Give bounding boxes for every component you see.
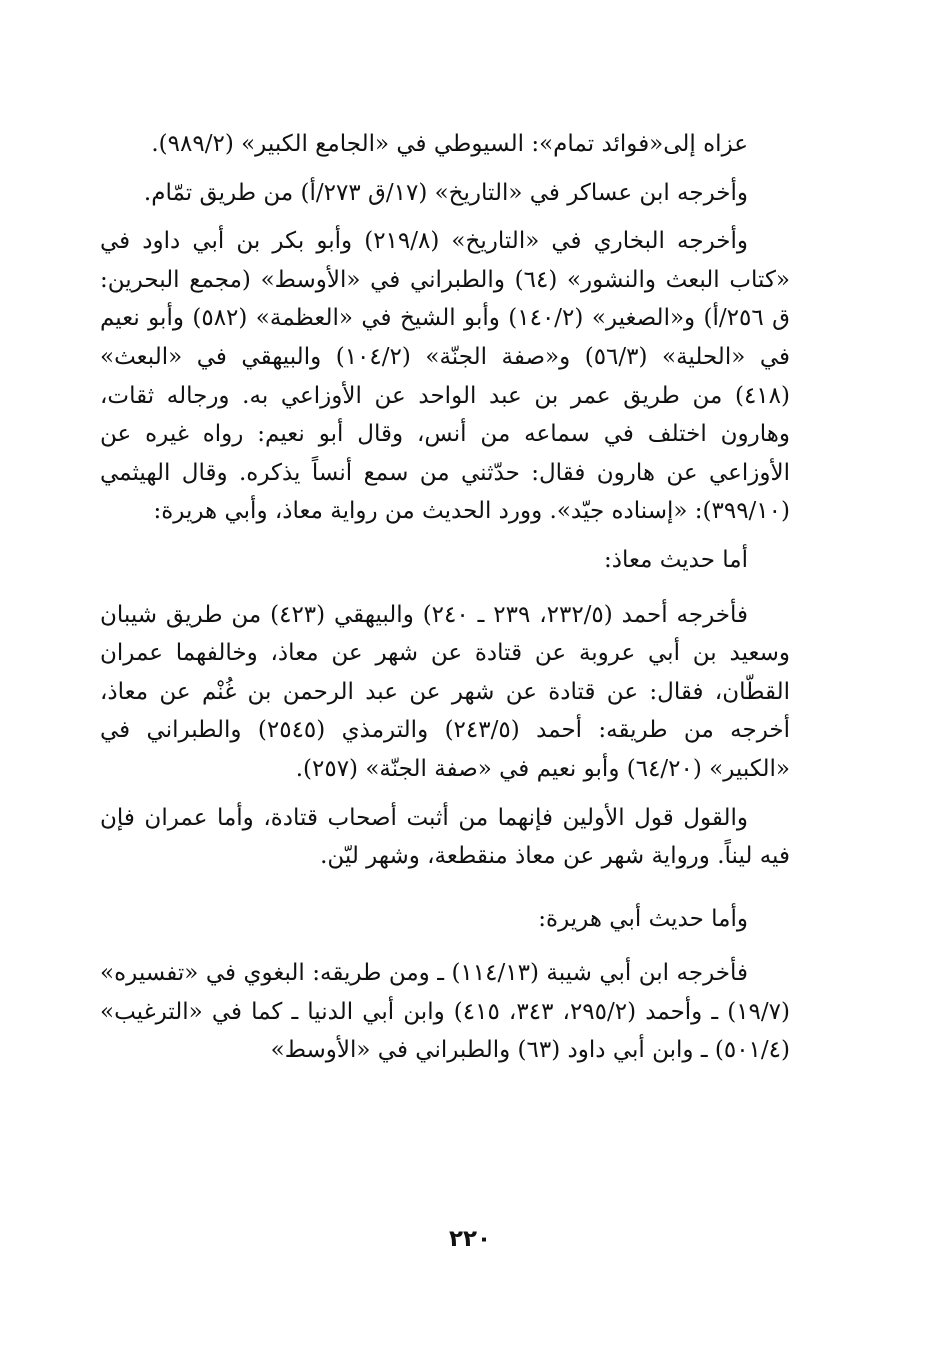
- paragraph-bukhari: وأخرجه البخاري في «التاريخ» (٢١٩/٨) وأبو بكر بن أبي داود في «كتاب البعث والنشور» (٦٤) والطبراني في «الأوسط» (مجمع البحرين: ق ٢٥٦/أ) و«الصغير» (١٤٠/٢) وأبو الشيخ في «العظمة» (٥٨٢) وأبو نعيم في «الحلية» (٥٦/٣) و«صفة الجنّة» (١٠٤/٢) والبيهقي في «البعث» (٤١٨) من طريق عمر بن عبد الواحد عن الأوزاعي به. ورجاله ثقات، وهارون اختلف في سماعه من أنس، وقال أبو نعيم: رواه غيره عن الأوزاعي عن هارون فقال: حدّثني من سمع أنساً يذكره. وقال الهيثمي (٣٩٩/١٠): «إسناده جيّد». وورد الحديث من رواية معاذ، وأبي هريرة:: [100, 228, 790, 525]
- paragraph-conclusion: والقول قول الأولين فإنهما من أثبت أصحاب قتادة، وأما عمران فإن فيه ليناً. ورواية شهر عن معاذ منقطعة، وشهر ليّن.: [100, 804, 790, 870]
- page-number: ٢٢٠: [448, 1226, 492, 1252]
- paragraph-ibn-abi-shayba: فأخرجه ابن أبي شيبة (١١٤/١٣) ـ ومن طريقه: البغوي في «تفسيره» (١٩/٧) ـ وأحمد (٢٩٥/٢، ٣٤٣، ٤١٥) وابن أبي الدنيا ـ كما في «الترغيب» (٥٠١/٤) ـ وابن أبي داود (٦٣) والطبراني في «الأوسط»: [100, 960, 790, 1064]
- paragraph-attribution: عزاه إلى«فوائد تمام»: السيوطي في «الجامع الكبير» (٩٨٩/٢).: [151, 131, 748, 157]
- heading-abu-hurayra: وأما حديث أبي هريرة:: [538, 905, 748, 932]
- paragraph-ahmad: فأخرجه أحمد (٢٣٢/٥، ٢٣٩ ـ ٢٤٠) والبيهقي (٤٢٣) من طريق شيبان وسعيد بن أبي عروبة عن قتادة عن شهر عن معاذ، وخالفهما عمران القطّان، فقال: عن قتادة عن شهر عن عبد الرحمن بن غُنْم عن معاذ، أخرجه من طريقه: أحمد (٢٤٣/٥) والترمذي (٢٥٤٥) والطبراني في «الكبير» (٦٤/٢٠) وأبو نعيم في «صفة الجنّة» (٢٥٧).: [100, 601, 790, 782]
- page-body: [100, 125, 790, 1080]
- paragraph-ibn-asakir: وأخرجه ابن عساكر في «التاريخ» (١٧/ق ٢٧٣/أ) من طريق تمّام.: [143, 179, 748, 206]
- heading-muadh: أما حديث معاذ:: [603, 546, 748, 573]
